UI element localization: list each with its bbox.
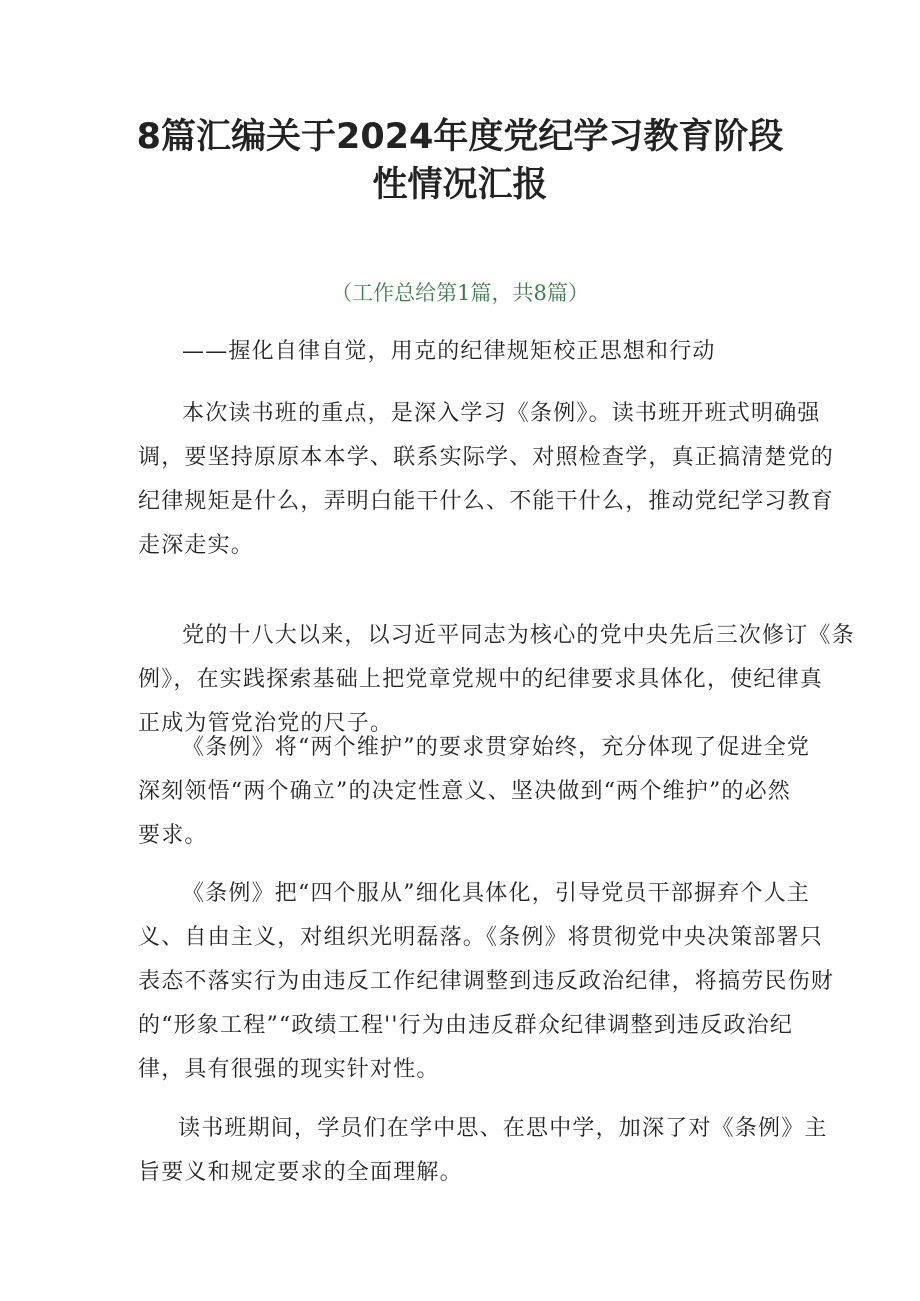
paragraph-line: 例》，在实践探索基础上把党章党规中的纪律要求具体化，使纪律真 — [138, 667, 824, 692]
paragraph-5 — [138, 1107, 828, 1195]
document-title-line-1: 8篇汇编关于2024年度党纪学习教育阶段 — [136, 117, 784, 157]
paragraph-line: 读书班期间，学员们在学中思、在思中学，加深了对《条例》主 — [178, 1116, 828, 1141]
paragraph-line: 纪律规矩是什么，弄明白能干什么、不能干什么，推动党纪学习教育 — [138, 489, 835, 514]
tagline-text: ——握化自律自觉，用克的纪律规矩校正思想和行动 — [182, 339, 716, 364]
paragraph-line: 表态不落实行为由违反工作纪律调整到违反政治纪律，将搞劳民伤财 — [138, 969, 835, 994]
paragraph-line: 走深走实。 — [138, 533, 255, 558]
paragraph-line: 本次读书班的重点，是深入学习《条例》。读书班开班式明确强 — [182, 401, 821, 426]
paragraph-line: 正成为管党治党的尺子。 — [138, 711, 394, 736]
paragraph-line: 《条例》将“两个维护”的要求贯穿始终，充分体现了促进全党 — [182, 735, 811, 760]
paragraph-line: 旨要义和规定要求的全面理解。 — [138, 1160, 463, 1185]
paragraph-line: 律，具有很强的现实针对性。 — [138, 1057, 440, 1082]
document-tagline — [182, 330, 792, 374]
paragraph-line: 深刻领悟“两个确立”的决定性意义、坚决做到“两个维护”的必然 — [138, 779, 791, 804]
document-subtitle: （工作总给第1篇，共8篇） — [331, 281, 589, 305]
paragraph-4 — [138, 872, 835, 1092]
paragraph-line: 《条例》把“四个服从”细化具体化，引导党员干部摒弃个人主 — [182, 881, 811, 906]
paragraph-line: 要求。 — [138, 823, 208, 848]
document-title-line-2: 性情况汇报 — [372, 165, 548, 205]
paragraph-3 — [138, 726, 811, 858]
paragraph-line: 调，要坚持原原本本学、联系实际学、对照检查学，真正搞清楚党的 — [138, 445, 835, 470]
paragraph-1 — [138, 392, 835, 568]
paragraph-line: 义、自由主义，对组织光明磊落。《条例》将贯彻党中央决策部署只 — [138, 925, 824, 950]
paragraph-line: 党的十八大以来，以习近平同志为核心的党中央先后三次修订《条 — [182, 623, 855, 648]
paragraph-line: 的“形象工程”“政绩工程''行为由违反群众纪律调整到违反政治纪 — [138, 1013, 794, 1038]
